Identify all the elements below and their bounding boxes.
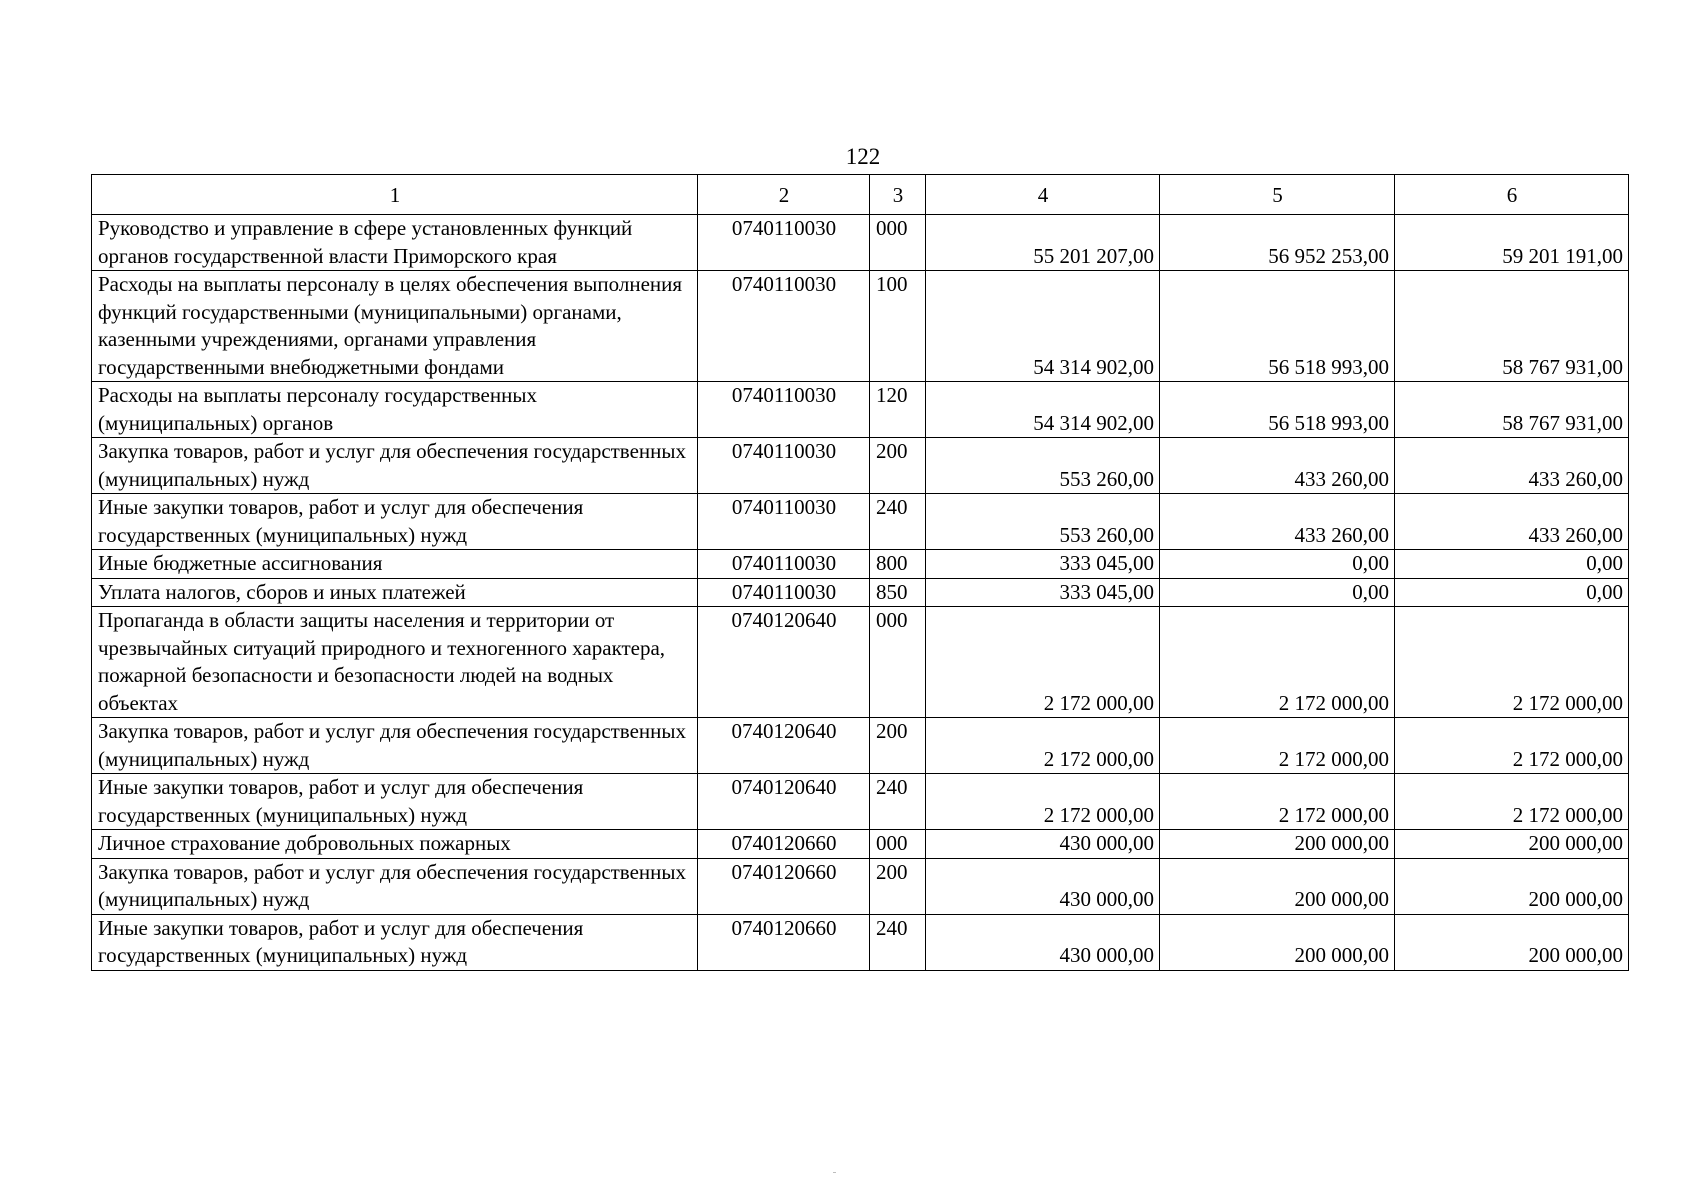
expense-name-cell: Личное страхование добровольных пожарных xyxy=(92,830,698,859)
target-code-cell: 0740120640 xyxy=(698,774,870,830)
amount-cell-col6: 58 767 931,00 xyxy=(1395,271,1629,382)
expense-type-cell: 200 xyxy=(870,718,926,774)
expense-type-cell: 100 xyxy=(870,271,926,382)
target-code-cell: 0740110030 xyxy=(698,271,870,382)
expense-type-cell: 000 xyxy=(870,215,926,271)
amount-cell-col5: 2 172 000,00 xyxy=(1160,607,1395,718)
amount-cell-col4: 430 000,00 xyxy=(926,858,1160,914)
column-header: 2 xyxy=(698,175,870,215)
amount-cell-col6: 0,00 xyxy=(1395,550,1629,579)
target-code-cell: 0740120640 xyxy=(698,607,870,718)
amount-cell-col6: 2 172 000,00 xyxy=(1395,718,1629,774)
target-code-cell: 0740110030 xyxy=(698,550,870,579)
target-code-cell: 0740120660 xyxy=(698,914,870,970)
amount-cell-col5: 56 518 993,00 xyxy=(1160,382,1395,438)
table-row xyxy=(92,774,1629,830)
expense-name-cell: Расходы на выплаты персоналу государственных (муниципальных) органов xyxy=(92,382,698,438)
amount-cell-col4: 2 172 000,00 xyxy=(926,774,1160,830)
amount-cell-col6: 59 201 191,00 xyxy=(1395,215,1629,271)
expense-name-cell: Пропаганда в области защиты населения и территории от чрезвычайных ситуаций природного и техногенного характера, пожарной безопасности и безопасности людей на водных объектах xyxy=(92,607,698,718)
column-header: 6 xyxy=(1395,175,1629,215)
expense-name-cell: Иные закупки товаров, работ и услуг для обеспечения государственных (муниципальных) нужд xyxy=(92,494,698,550)
table-row xyxy=(92,271,1629,382)
amount-cell-col4: 553 260,00 xyxy=(926,438,1160,494)
expense-type-cell: 240 xyxy=(870,494,926,550)
table-row xyxy=(92,830,1629,859)
target-code-cell: 0740110030 xyxy=(698,494,870,550)
expense-name-cell: Расходы на выплаты персоналу в целях обеспечения выполнения функций государственными (муниципальными) органами, казенными учреждениями, органами управления государственными внебюджетными фондами xyxy=(92,271,698,382)
amount-cell-col5: 2 172 000,00 xyxy=(1160,718,1395,774)
amount-cell-col4: 54 314 902,00 xyxy=(926,271,1160,382)
scan-speck xyxy=(833,1172,836,1173)
amount-cell-col5: 0,00 xyxy=(1160,550,1395,579)
table-row xyxy=(92,215,1629,271)
amount-cell-col4: 55 201 207,00 xyxy=(926,215,1160,271)
table-row xyxy=(92,578,1629,607)
table-row xyxy=(92,914,1629,970)
amount-cell-col5: 200 000,00 xyxy=(1160,914,1395,970)
table-row xyxy=(92,858,1629,914)
expense-type-cell: 200 xyxy=(870,438,926,494)
amount-cell-col5: 0,00 xyxy=(1160,578,1395,607)
expense-name-cell: Иные закупки товаров, работ и услуг для обеспечения государственных (муниципальных) нужд xyxy=(92,774,698,830)
amount-cell-col6: 0,00 xyxy=(1395,578,1629,607)
amount-cell-col5: 2 172 000,00 xyxy=(1160,774,1395,830)
expense-name-cell: Иные закупки товаров, работ и услуг для обеспечения государственных (муниципальных) нужд xyxy=(92,914,698,970)
column-header: 4 xyxy=(926,175,1160,215)
amount-cell-col6: 433 260,00 xyxy=(1395,494,1629,550)
amount-cell-col5: 433 260,00 xyxy=(1160,438,1395,494)
expense-type-cell: 800 xyxy=(870,550,926,579)
expense-type-cell: 120 xyxy=(870,382,926,438)
amount-cell-col6: 58 767 931,00 xyxy=(1395,382,1629,438)
amount-cell-col5: 56 952 253,00 xyxy=(1160,215,1395,271)
table-row xyxy=(92,607,1629,718)
table-row xyxy=(92,382,1629,438)
expense-type-cell: 850 xyxy=(870,578,926,607)
amount-cell-col4: 333 045,00 xyxy=(926,550,1160,579)
amount-cell-col6: 2 172 000,00 xyxy=(1395,774,1629,830)
target-code-cell: 0740110030 xyxy=(698,578,870,607)
amount-cell-col5: 200 000,00 xyxy=(1160,858,1395,914)
target-code-cell: 0740120660 xyxy=(698,858,870,914)
expense-type-cell: 200 xyxy=(870,858,926,914)
page-number: 122 xyxy=(845,144,881,169)
amount-cell-col4: 553 260,00 xyxy=(926,494,1160,550)
column-header: 3 xyxy=(870,175,926,215)
table-row xyxy=(92,718,1629,774)
expense-name-cell: Закупка товаров, работ и услуг для обеспечения государственных (муниципальных) нужд xyxy=(92,718,698,774)
amount-cell-col4: 2 172 000,00 xyxy=(926,607,1160,718)
expense-name-cell: Уплата налогов, сборов и иных платежей xyxy=(92,578,698,607)
amount-cell-col4: 333 045,00 xyxy=(926,578,1160,607)
amount-cell-col4: 430 000,00 xyxy=(926,830,1160,859)
table-row xyxy=(92,550,1629,579)
table-row xyxy=(92,494,1629,550)
target-code-cell: 0740120640 xyxy=(698,718,870,774)
amount-cell-col5: 200 000,00 xyxy=(1160,830,1395,859)
column-header: 5 xyxy=(1160,175,1395,215)
target-code-cell: 0740110030 xyxy=(698,215,870,271)
column-header: 1 xyxy=(92,175,698,215)
target-code-cell: 0740120660 xyxy=(698,830,870,859)
expense-type-cell: 240 xyxy=(870,774,926,830)
target-code-cell: 0740110030 xyxy=(698,438,870,494)
target-code-cell: 0740110030 xyxy=(698,382,870,438)
expense-name-cell: Закупка товаров, работ и услуг для обеспечения государственных (муниципальных) нужд xyxy=(92,438,698,494)
expense-type-cell: 000 xyxy=(870,607,926,718)
amount-cell-col6: 433 260,00 xyxy=(1395,438,1629,494)
expense-type-cell: 240 xyxy=(870,914,926,970)
budget-table xyxy=(91,174,1629,971)
amount-cell-col4: 2 172 000,00 xyxy=(926,718,1160,774)
expense-name-cell: Закупка товаров, работ и услуг для обеспечения государственных (муниципальных) нужд xyxy=(92,858,698,914)
amount-cell-col6: 200 000,00 xyxy=(1395,914,1629,970)
header-row xyxy=(92,175,1629,215)
amount-cell-col4: 54 314 902,00 xyxy=(926,382,1160,438)
table-row xyxy=(92,438,1629,494)
expense-type-cell: 000 xyxy=(870,830,926,859)
amount-cell-col5: 433 260,00 xyxy=(1160,494,1395,550)
amount-cell-col5: 56 518 993,00 xyxy=(1160,271,1395,382)
expense-name-cell: Руководство и управление в сфере установленных функций органов государственной власти Приморского края xyxy=(92,215,698,271)
expense-name-cell: Иные бюджетные ассигнования xyxy=(92,550,698,579)
amount-cell-col6: 200 000,00 xyxy=(1395,830,1629,859)
amount-cell-col4: 430 000,00 xyxy=(926,914,1160,970)
amount-cell-col6: 2 172 000,00 xyxy=(1395,607,1629,718)
amount-cell-col6: 200 000,00 xyxy=(1395,858,1629,914)
